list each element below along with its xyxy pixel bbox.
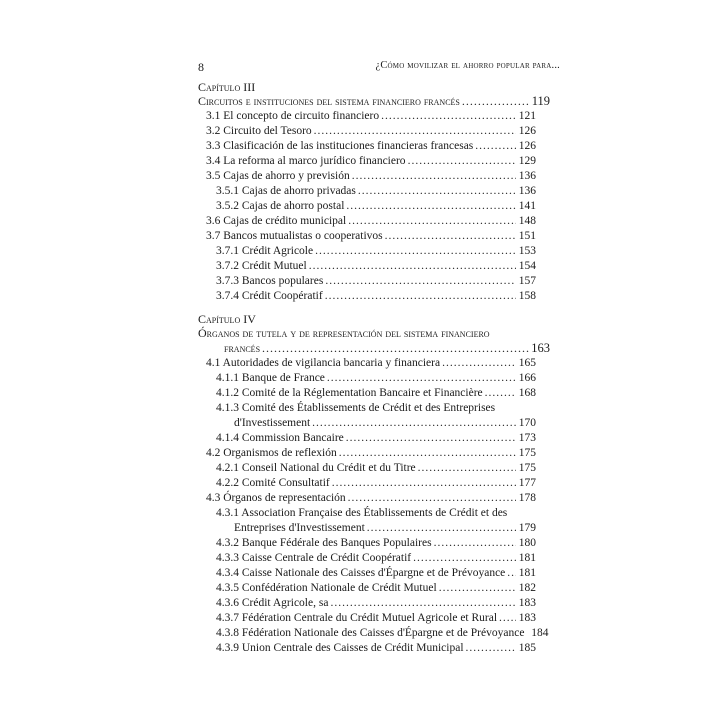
chapter-3-label: Capítulo III	[198, 80, 256, 94]
toc-entry: 4.3.9 Union Centrale des Caisses de Crédit Municipal ..... 185	[216, 641, 536, 656]
toc-entry: d'Investissement ..... 170	[234, 416, 536, 431]
toc-entry: Entreprises d'Investissement ..... 179	[234, 521, 536, 536]
toc-entry: 4.2.2 Comité Consultatif ..... 177	[216, 476, 536, 491]
toc-entry: 4.1 Autoridades de vigilancia bancaria y financiera ..... 165	[206, 356, 536, 371]
toc-entry: 3.7 Bancos mutualistas o cooperativos ..... 151	[206, 229, 536, 244]
toc-entry: 3.2 Circuito del Tesoro ..... 126	[206, 124, 536, 139]
toc-entry: 4.3.2 Banque Fédérale des Banques Populaires ..... 180	[216, 536, 536, 551]
toc-entry: 4.3.8 Fédération Nationale des Caisses d'Épargne et de Prévoyance 184	[216, 627, 549, 639]
toc-entry-line: 4.1.3 Comité des Établissements de Crédit et des Entreprises	[216, 402, 496, 414]
toc-entry: 4.3.5 Confédération Nationale de Crédit Mutuel ..... 182	[216, 581, 536, 596]
page-number: 8	[198, 60, 204, 74]
running-head-title: ¿Cómo movilizar el ahorro popular para...	[375, 60, 560, 71]
toc-entry: 3.7.4 Crédit Coopératif ..... 158	[216, 289, 536, 304]
toc-entry: 4.1.2 Comité de la Réglementation Bancaire et Financière ..... 168	[216, 386, 536, 401]
toc-entry: 4.3 Órganos de representación ..... 178	[206, 491, 536, 506]
toc-entry: 3.6 Cajas de crédito municipal ..... 148	[206, 214, 536, 229]
toc-entry: 3.5.1 Cajas de ahorro privadas ..... 136	[216, 184, 536, 199]
toc-entry: 4.3.7 Fédération Centrale du Crédit Mutuel Agricole et Rural ..... 183	[216, 611, 536, 626]
toc-entry: 3.5 Cajas de ahorro y previsión ..... 136	[206, 169, 536, 184]
running-head	[198, 60, 560, 76]
toc-entry: 4.1.1 Banque de France ..... 166	[216, 371, 536, 386]
chapter-4-title-line2: francés ..... 163	[224, 341, 550, 356]
toc-entry: 3.1 El concepto de circuito financiero ..... 121	[206, 109, 536, 124]
toc-entry: 3.5.2 Cajas de ahorro postal ..... 141	[216, 199, 536, 214]
toc-entry: 3.4 La reforma al marco jurídico financiero ..... 129	[206, 154, 536, 169]
toc-entry-line: 4.3.1 Association Française des Établissements de Crédit et des	[216, 507, 508, 519]
chapter-3-title: Circuitos e instituciones del sistema financiero francés ..... 119	[198, 94, 550, 109]
toc-entry: 3.7.3 Bancos populares ..... 157	[216, 274, 536, 289]
chapter-4-label: Capítulo IV	[198, 312, 256, 326]
toc-entry: 4.1.4 Commission Bancaire ..... 173	[216, 431, 536, 446]
toc-entry: 4.3.4 Caisse Nationale des Caisses d'Épargne et de Prévoyance ..... 181	[216, 566, 536, 581]
toc-entry: 4.3.3 Caisse Centrale de Crédit Coopératif ..... 181	[216, 551, 536, 566]
toc-entry: 4.2.1 Conseil National du Crédit et du Titre ..... 175	[216, 461, 536, 476]
chapter-4-title-line1: Órganos de tutela y de representación del sistema financiero	[198, 326, 490, 340]
toc-entry: 4.2 Organismos de reflexión ..... 175	[206, 446, 536, 461]
toc-entry: 3.7.2 Crédit Mutuel ..... 154	[216, 259, 536, 274]
toc-entry: 3.7.1 Crédit Agricole ..... 153	[216, 244, 536, 259]
toc-entry: 4.3.6 Crédit Agricole, sa ..... 183	[216, 596, 536, 611]
toc-entry: 3.3 Clasificación de las instituciones financieras francesas ..... 126	[206, 139, 536, 154]
